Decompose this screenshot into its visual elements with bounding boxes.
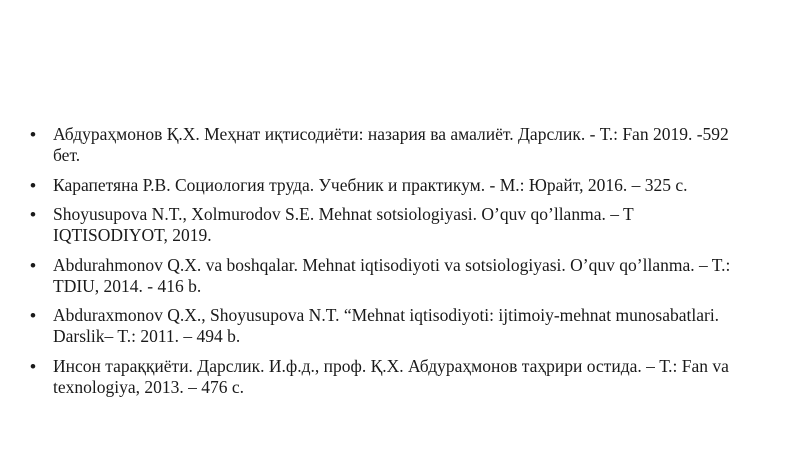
bullet-icon: •: [30, 205, 36, 224]
bullet-icon: •: [30, 255, 36, 275]
bullet-icon: •: [30, 306, 36, 325]
reference-list: [30, 124, 750, 406]
reference-item: [30, 204, 750, 246]
reference-item: [30, 356, 750, 398]
reference-text: Abduraxmonov Q.X., Shoyusupova N.T. “Mehnat iqtisodiyoti: ijtimoiy-mehnat munosabatlari. Darslik– T.: 2011. – 494 b.: [53, 305, 720, 346]
bullet-icon: •: [30, 356, 36, 376]
reference-item: [30, 255, 750, 297]
reference-item: [30, 124, 750, 166]
bullet-icon: •: [30, 175, 36, 195]
reference-item: [30, 305, 750, 347]
reference-text: Инсон тараққиёти. Дарслик. И.ф.д., проф. Қ.Х. Абдураҳмонов таҳрири остида. – Т.: Fan va texnologiya, 2013. – 476 с.: [53, 355, 729, 397]
reference-item: [30, 175, 750, 196]
reference-text: Abdurahmonov Q.X. va boshqalar. Mehnat iqtisodiyoti va sotsiologiyasi. O’quv qo’llanma. – T.: TDIU, 2014. - 416 b.: [53, 254, 731, 296]
reference-text: Абдураҳмонов Қ.Х. Меҳнат иқтисодиёти: назария ва амалиёт. Дарслик. - Т.: Fan 2019. -592 бет.: [53, 124, 729, 165]
reference-text: Карапетяна Р.В. Социология труда. Учебник и практикум. - М.: Юрайт, 2016. – 325 с.: [53, 174, 688, 195]
bullet-icon: •: [30, 125, 36, 144]
reference-text: Shoyusupova N.T., Xolmurodov S.E. Mehnat sotsiologiyasi. O’quv qo’llanma. – T IQTISODIYOT, 2019.: [53, 204, 634, 245]
